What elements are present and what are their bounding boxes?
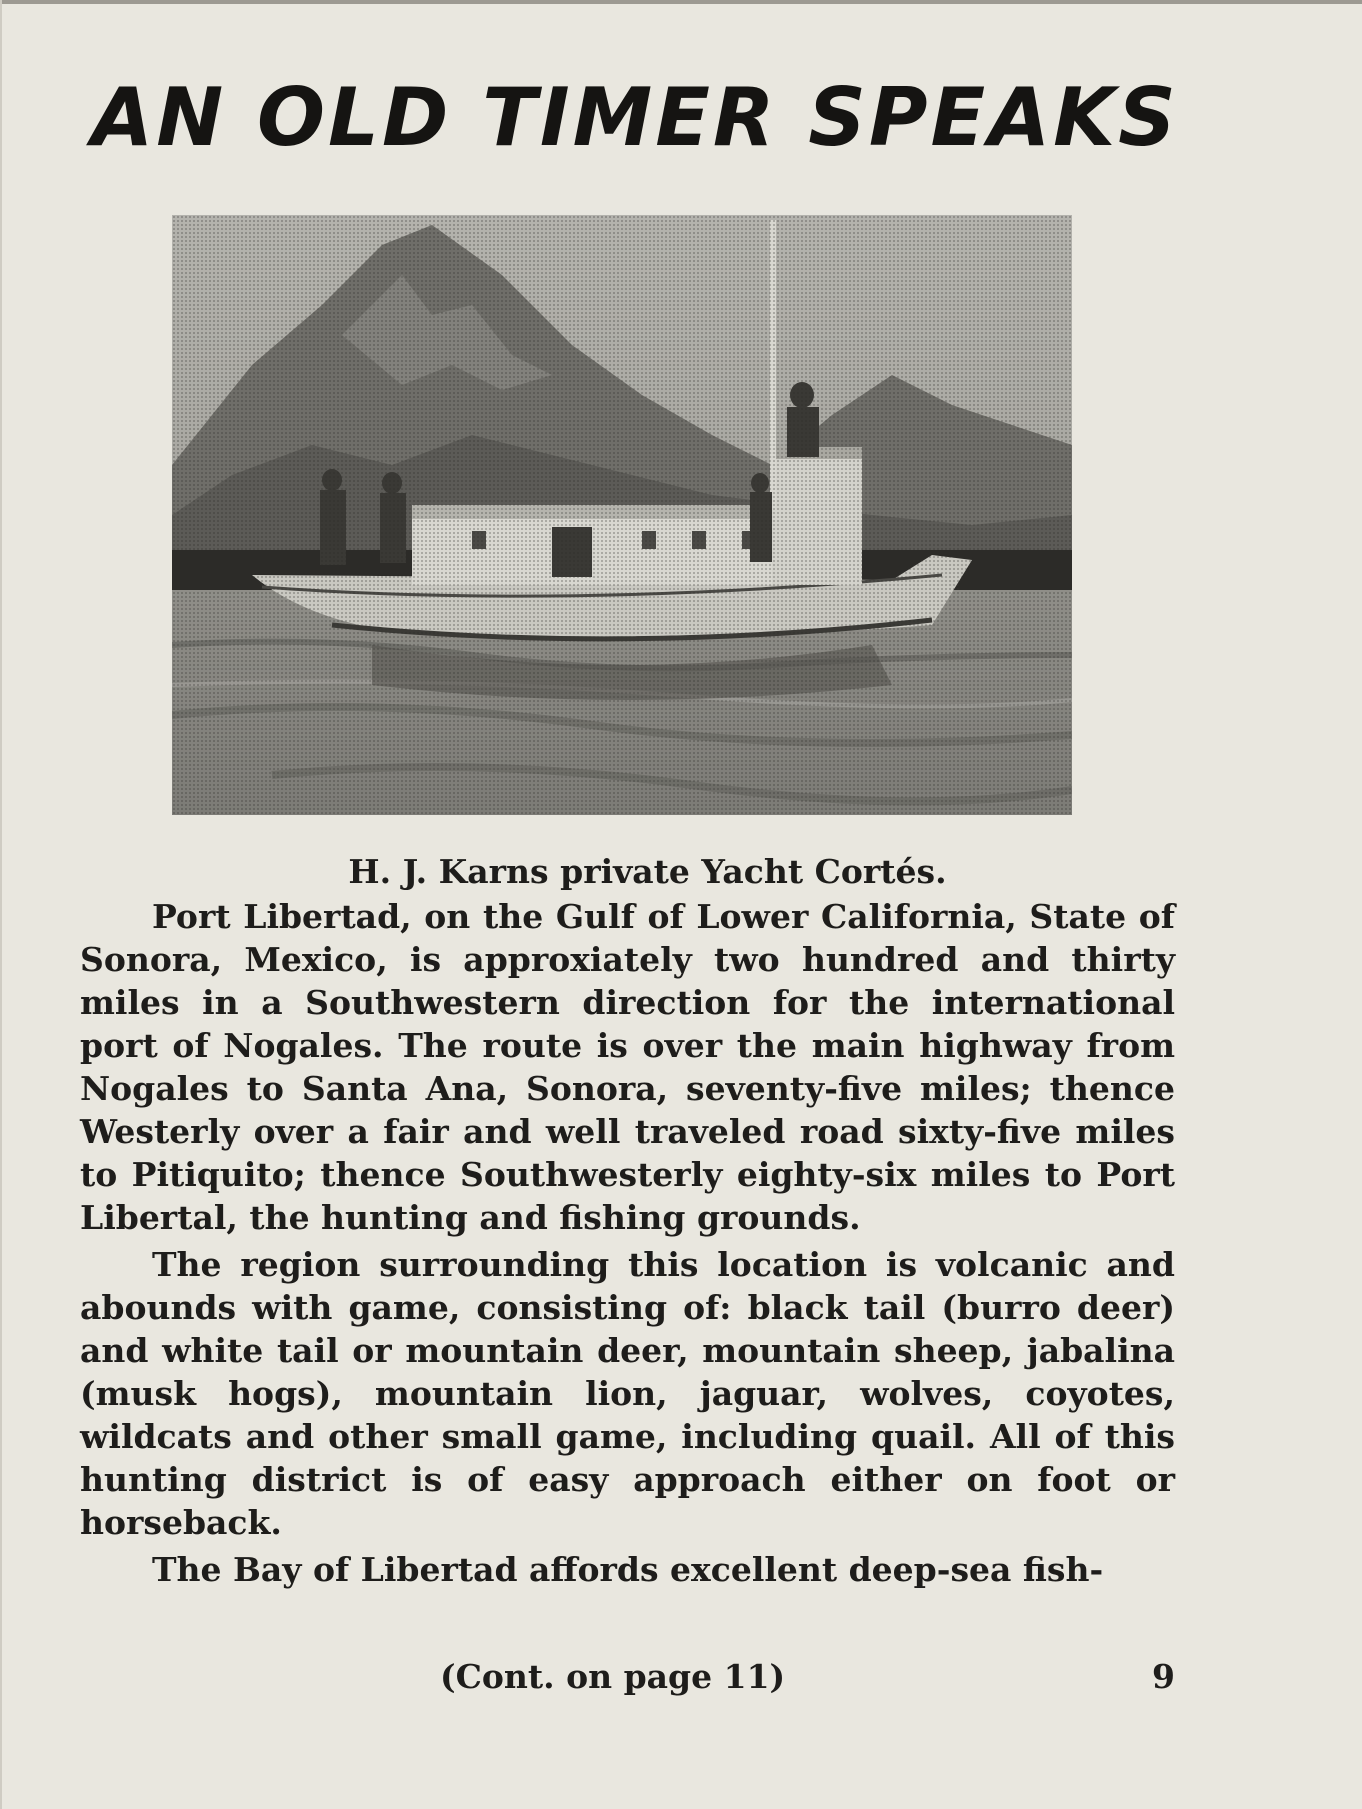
continuation-note: (Cont. on page 11) — [440, 1657, 786, 1696]
page-title: AN OLD TIMER SPEAKS — [91, 71, 1179, 164]
paragraph-1: Port Libertad, on the Gulf of Lower California, State of Sonora, Mexico, is approxiately two hundred and thirty miles in a Southwestern direction for the international port of Nogales. The route is over the main highway from Nogales to Santa Ana, Sonora, seventy-five miles; thence Westerly over a fair and well traveled road sixty-five miles to Pitiquito; thence Southwesterly eighty-six miles to Port Libertal, the hunting and fishing grounds. — [80, 897, 1175, 1237]
paragraph-3: The Bay of Libertad affords excellent deep-sea fish- — [152, 1550, 1104, 1589]
page-number: 9 — [1152, 1657, 1175, 1696]
page-edge — [0, 0, 1362, 4]
paragraph-2: The region surrounding this location is volcanic and abounds with game, consisting of: black tail (burro deer) and white tail or mountain deer, mountain sheep, jabalina (musk hogs), mountain lion, jaguar, wolves, coyotes, wildcats and other small game, including quail. All of this hunting district is of easy approach either on foot or horseback. — [80, 1245, 1175, 1542]
page-edge-left — [0, 0, 2, 1809]
yacht-photo — [172, 215, 1072, 815]
photo-caption: H. J. Karns private Yacht Cortés. — [348, 852, 947, 891]
article-body — [80, 850, 1175, 1595]
